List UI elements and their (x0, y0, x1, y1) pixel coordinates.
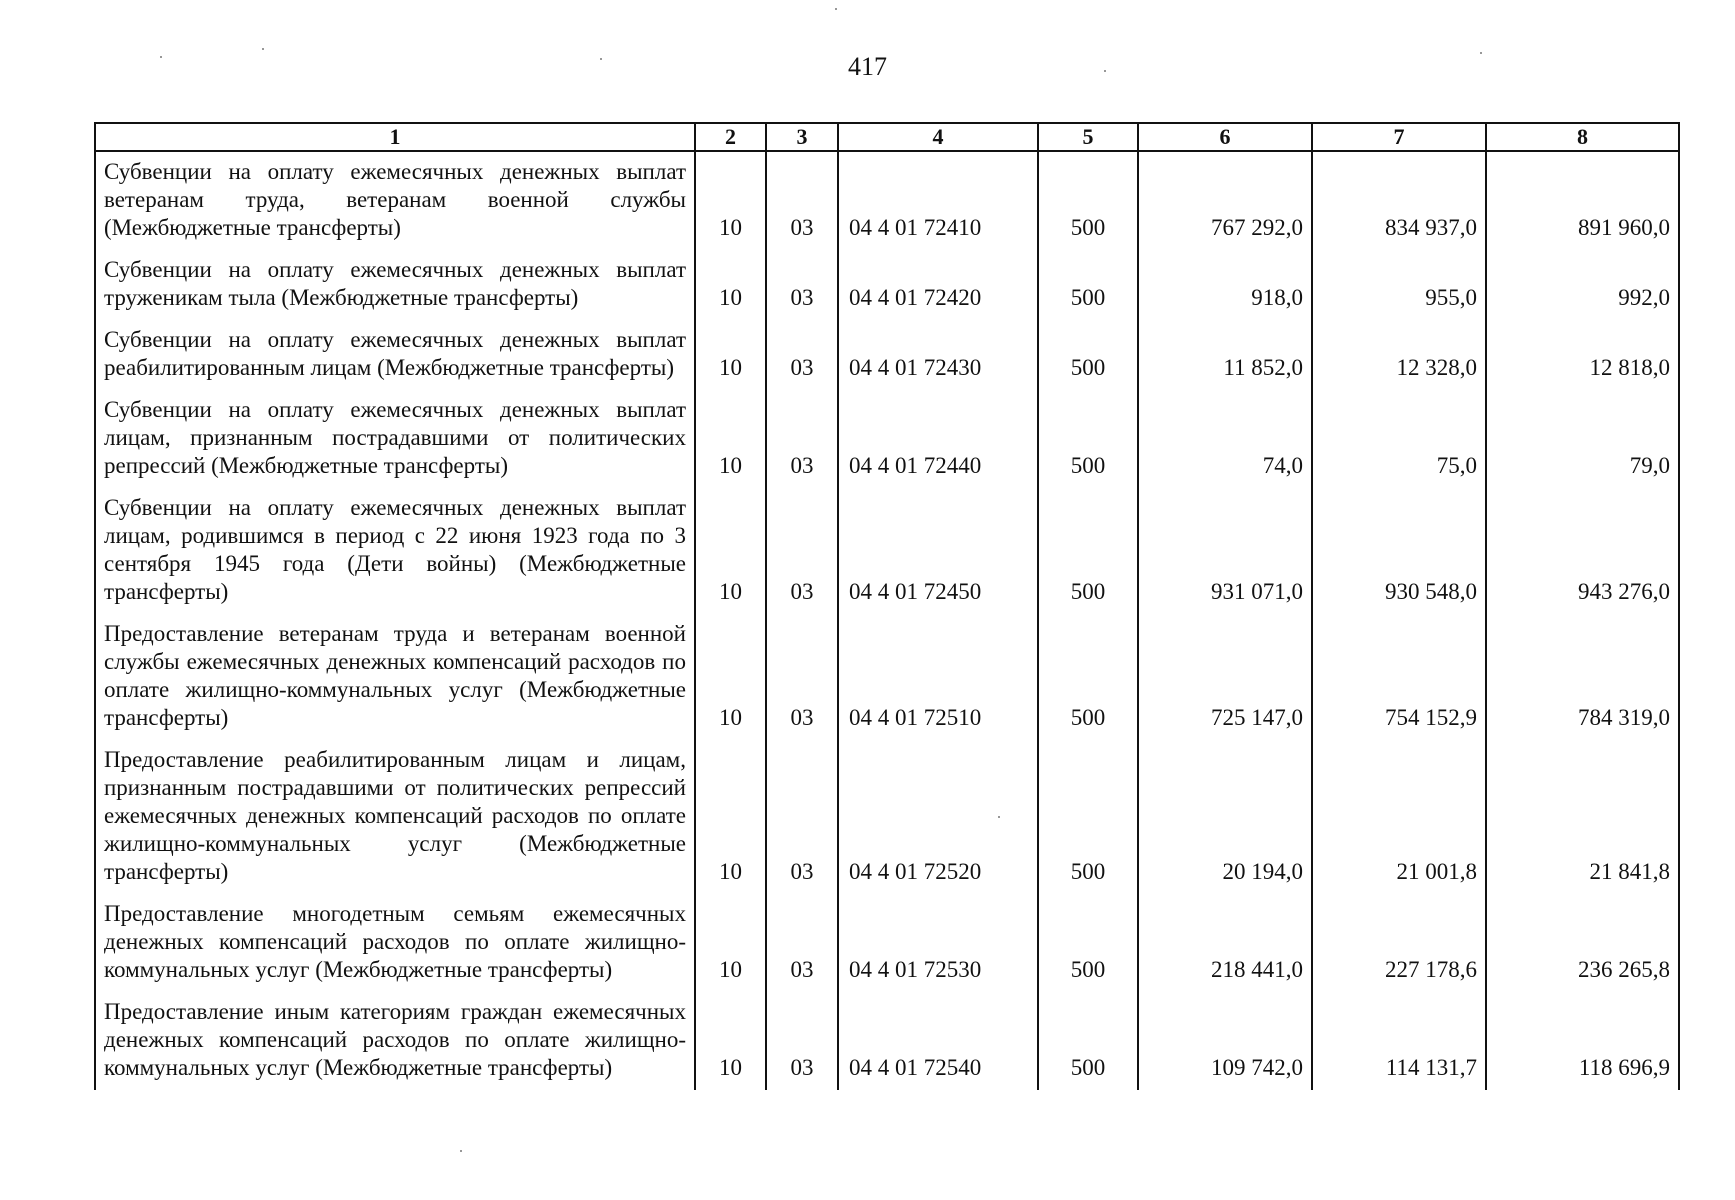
row-amount-1: 74,0 (1138, 390, 1312, 488)
row-amount-2: 75,0 (1312, 390, 1486, 488)
row-target-article: 04 4 01 72530 (838, 894, 1038, 992)
scan-speck (600, 58, 602, 60)
row-expense-type: 500 (1038, 320, 1138, 390)
column-header-6: 6 (1138, 123, 1312, 151)
row-expense-type: 500 (1038, 740, 1138, 894)
row-section: 10 (695, 250, 766, 320)
row-expense-type: 500 (1038, 151, 1138, 250)
row-amount-3: 992,0 (1486, 250, 1679, 320)
row-expense-type: 500 (1038, 390, 1138, 488)
row-description: Предоставление ветеранам труда и ветеранам военной службы ежемесячных денежных компенсаций расходов по оплате жилищно-коммунальных услуг (Межбюджетные трансферты) (95, 614, 695, 740)
row-amount-2: 955,0 (1312, 250, 1486, 320)
row-expense-type: 500 (1038, 894, 1138, 992)
row-amount-1: 725 147,0 (1138, 614, 1312, 740)
scan-speck (835, 8, 837, 10)
scan-speck (1480, 52, 1482, 54)
scan-speck (160, 56, 162, 58)
column-header-4: 4 (838, 123, 1038, 151)
row-amount-3: 118 696,9 (1486, 992, 1679, 1090)
row-amount-2: 227 178,6 (1312, 894, 1486, 992)
row-subsection: 03 (766, 250, 838, 320)
table-row (95, 992, 1679, 1090)
table-row (95, 151, 1679, 250)
row-section: 10 (695, 390, 766, 488)
budget-table (94, 122, 1680, 1090)
table-row (95, 740, 1679, 894)
row-target-article: 04 4 01 72520 (838, 740, 1038, 894)
row-amount-3: 891 960,0 (1486, 151, 1679, 250)
column-header-8: 8 (1486, 123, 1679, 151)
row-amount-2: 114 131,7 (1312, 992, 1486, 1090)
row-expense-type: 500 (1038, 488, 1138, 614)
scan-speck (460, 1150, 462, 1152)
table-row (95, 250, 1679, 320)
row-description: Субвенции на оплату ежемесячных денежных выплат лицам, родившимся в период с 22 июня 1923 года по 3 сентября 1945 года (Дети войны) (Межбюджетные трансферты) (95, 488, 695, 614)
column-header-2: 2 (695, 123, 766, 151)
row-amount-1: 931 071,0 (1138, 488, 1312, 614)
row-amount-3: 943 276,0 (1486, 488, 1679, 614)
row-amount-3: 236 265,8 (1486, 894, 1679, 992)
table-row (95, 488, 1679, 614)
row-target-article: 04 4 01 72440 (838, 390, 1038, 488)
row-subsection: 03 (766, 320, 838, 390)
table-row (95, 390, 1679, 488)
row-description: Субвенции на оплату ежемесячных денежных выплат лицам, признанным пострадавшими от политических репрессий (Межбюджетные трансферты) (95, 390, 695, 488)
row-subsection: 03 (766, 992, 838, 1090)
row-expense-type: 500 (1038, 614, 1138, 740)
row-section: 10 (695, 992, 766, 1090)
row-description: Субвенции на оплату ежемесячных денежных выплат труженикам тыла (Межбюджетные трансферты) (95, 250, 695, 320)
row-amount-1: 20 194,0 (1138, 740, 1312, 894)
row-expense-type: 500 (1038, 250, 1138, 320)
row-amount-3: 79,0 (1486, 390, 1679, 488)
row-subsection: 03 (766, 151, 838, 250)
row-section: 10 (695, 894, 766, 992)
row-amount-1: 218 441,0 (1138, 894, 1312, 992)
row-amount-3: 21 841,8 (1486, 740, 1679, 894)
row-amount-2: 12 328,0 (1312, 320, 1486, 390)
row-description: Предоставление иным категориям граждан ежемесячных денежных компенсаций расходов по оплате жилищно-коммунальных услуг (Межбюджетные трансферты) (95, 992, 695, 1090)
row-description: Субвенции на оплату ежемесячных денежных выплат реабилитированным лицам (Межбюджетные трансферты) (95, 320, 695, 390)
row-subsection: 03 (766, 390, 838, 488)
row-subsection: 03 (766, 488, 838, 614)
row-amount-1: 11 852,0 (1138, 320, 1312, 390)
row-target-article: 04 4 01 72430 (838, 320, 1038, 390)
row-amount-3: 12 818,0 (1486, 320, 1679, 390)
scan-speck (262, 48, 264, 50)
row-subsection: 03 (766, 894, 838, 992)
column-header-5: 5 (1038, 123, 1138, 151)
row-section: 10 (695, 488, 766, 614)
row-subsection: 03 (766, 614, 838, 740)
row-description: Субвенции на оплату ежемесячных денежных выплат ветеранам труда, ветеранам военной службы (Межбюджетные трансферты) (95, 151, 695, 250)
row-amount-2: 930 548,0 (1312, 488, 1486, 614)
row-expense-type: 500 (1038, 992, 1138, 1090)
row-target-article: 04 4 01 72540 (838, 992, 1038, 1090)
row-amount-1: 918,0 (1138, 250, 1312, 320)
row-section: 10 (695, 320, 766, 390)
scan-speck (1104, 70, 1106, 72)
row-section: 10 (695, 614, 766, 740)
row-target-article: 04 4 01 72450 (838, 488, 1038, 614)
column-header-7: 7 (1312, 123, 1486, 151)
row-description: Предоставление многодетным семьям ежемесячных денежных компенсаций расходов по оплате жилищно-коммунальных услуг (Межбюджетные трансферты) (95, 894, 695, 992)
row-amount-2: 21 001,8 (1312, 740, 1486, 894)
row-section: 10 (695, 740, 766, 894)
table-row (95, 614, 1679, 740)
table-row (95, 320, 1679, 390)
row-target-article: 04 4 01 72420 (838, 250, 1038, 320)
row-subsection: 03 (766, 740, 838, 894)
page-number: 417 (848, 52, 887, 81)
column-header-1: 1 (95, 123, 695, 151)
row-amount-1: 767 292,0 (1138, 151, 1312, 250)
table-row (95, 894, 1679, 992)
row-amount-2: 834 937,0 (1312, 151, 1486, 250)
row-amount-3: 784 319,0 (1486, 614, 1679, 740)
row-target-article: 04 4 01 72410 (838, 151, 1038, 250)
header-row (95, 123, 1679, 151)
column-header-3: 3 (766, 123, 838, 151)
row-amount-1: 109 742,0 (1138, 992, 1312, 1090)
row-description: Предоставление реабилитированным лицам и лицам, признанным пострадавшими от политических репрессий ежемесячных денежных компенсаций расходов по оплате жилищно-коммунальных услуг (Межбюджетные трансферты) (95, 740, 695, 894)
row-amount-2: 754 152,9 (1312, 614, 1486, 740)
row-target-article: 04 4 01 72510 (838, 614, 1038, 740)
row-section: 10 (695, 151, 766, 250)
scan-speck (998, 816, 1000, 818)
